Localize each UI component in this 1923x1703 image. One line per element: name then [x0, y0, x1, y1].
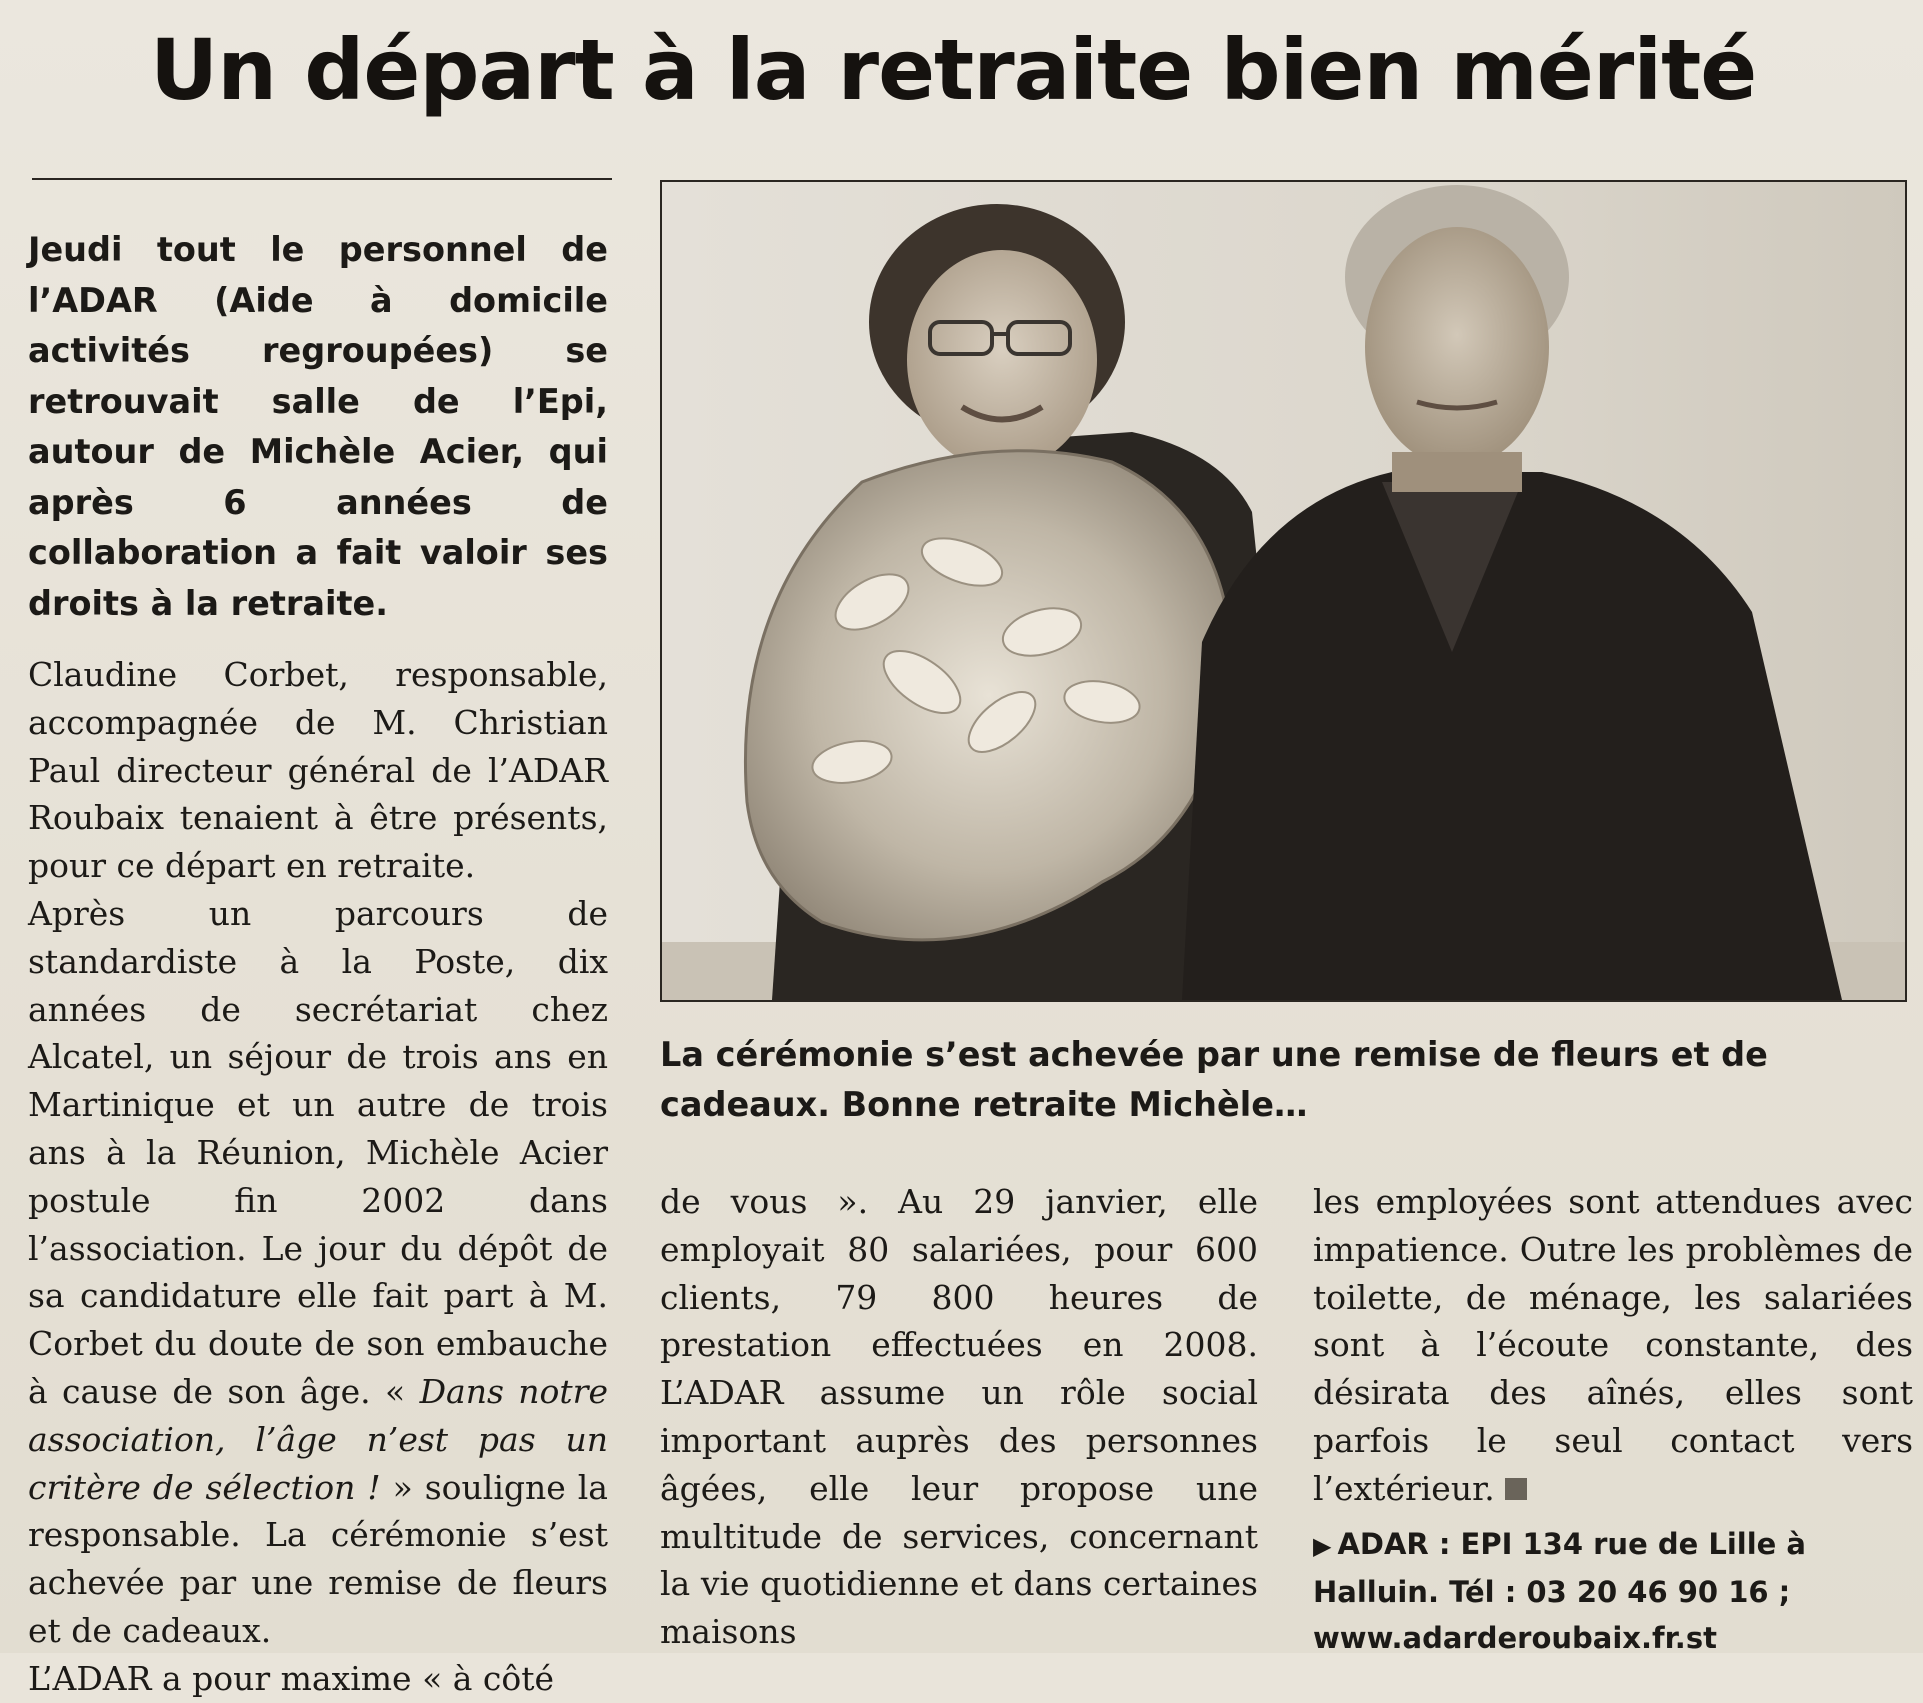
column-3: [1313, 1178, 1913, 1661]
paragraph-2-quote: Dans notre association, l’âge n’est pas un critère de sélection !: [28, 1371, 608, 1507]
article-photo: [660, 180, 1907, 1002]
paragraph-3-end: [1313, 1178, 1913, 1513]
photo-illustration: [662, 182, 1905, 1000]
column-rule: [32, 178, 612, 180]
paragraph-2-end: » souligne la responsable. La cérémonie s’est achevée par une remise de fleurs et de cadeaux.: [28, 1467, 608, 1650]
man-face: [1365, 227, 1549, 467]
column-1: [28, 225, 608, 1703]
contact-info: [1313, 1521, 1913, 1661]
woman-face: [907, 250, 1097, 470]
paragraph-3-start: L’ADAR a pour maxime « à côté: [28, 1658, 555, 1698]
end-of-article-icon: [1505, 1478, 1527, 1500]
paragraph-2: [28, 890, 608, 1655]
paragraph-3-middle: de vous ». Au 29 janvier, elle employait 80 salariées, pour 600 clients, 79 800 heures de prestation effectuées en 2008. L’ADAR assume un rôle social important auprès des personnes âgées, elle leur propose une multitude de services, concernant la vie quotidienne et dans certaines maisons: [660, 1182, 1258, 1652]
paragraph-3-end-text: les employées sont attendues avec impatience. Outre les problèmes de toilette, de ménage, les salariées sont à l’écoute constante, des désirata des aînés, elles sont parfois le seul contact vers l’extérieur.: [1313, 1182, 1913, 1508]
lead-paragraph: Jeudi tout le personnel de l’ADAR (Aide à domicile activités regroupées) se retrouvait salle de l’Epi, autour de Michèle Acier, qui après 6 années de collaboration a fait valoir ses droits à la retraite.: [28, 230, 608, 623]
headline: Un départ à la retraite bien mérité: [150, 21, 1757, 119]
photo-caption: La cérémonie s’est achevée par une remise de fleurs et de cadeaux. Bonne retraite Michèle…: [660, 1035, 1768, 1124]
contact-text: ADAR : EPI 134 rue de Lille à Halluin. Tél : 03 20 46 90 16 ; www.adarderoubaix.fr.st: [1313, 1526, 1806, 1655]
paragraph-1: Claudine Corbet, responsable, accompagnée de M. Christian Paul directeur général de l’ADAR Roubaix tenaient à être présents, pour ce départ en retraite.: [28, 655, 608, 886]
arrow-right-icon: ▶: [1313, 1531, 1332, 1560]
column-2: [660, 1178, 1258, 1656]
paragraph-2-text: Après un parcours de standardiste à la Poste, dix années de secrétariat chez Alcatel, un séjour de trois ans en Martinique et un autre de trois ans à la Réunion, Michèle Acier postule fin 2002 dans l’association. Le jour du dépôt de sa candidature elle fait part à M. Corbet du doute de son embauche à cause de son âge. «: [28, 893, 608, 1411]
